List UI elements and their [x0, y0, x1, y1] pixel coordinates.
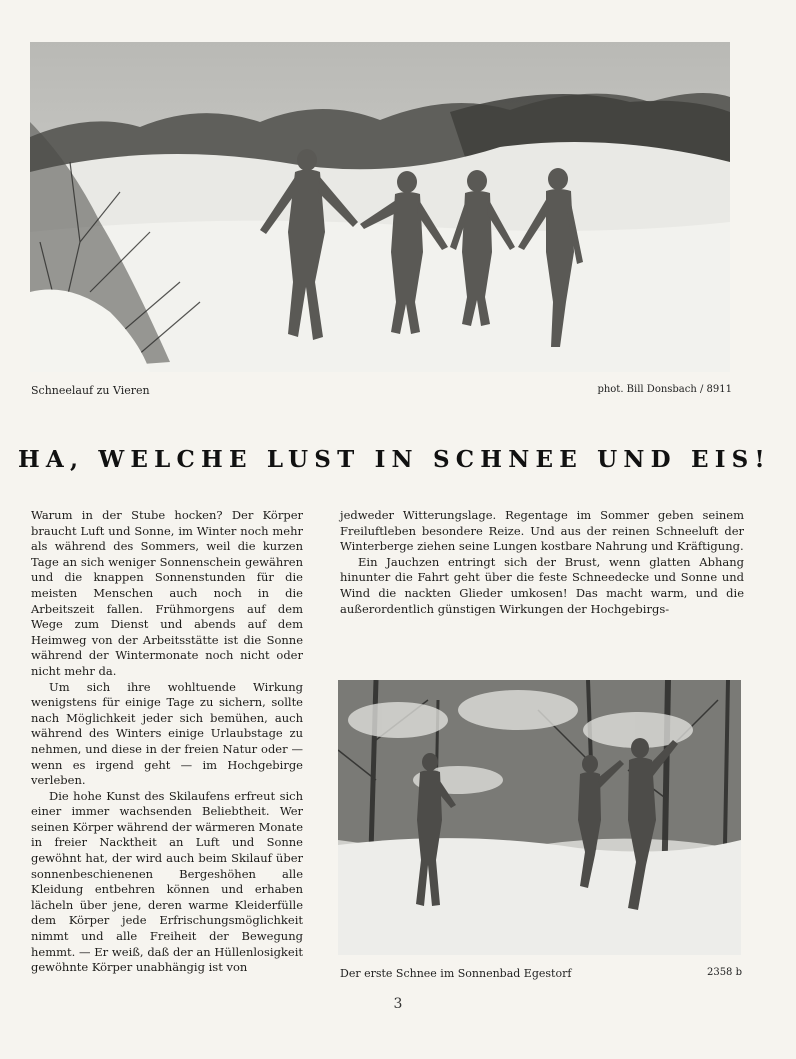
- article-column-right: [340, 508, 744, 617]
- photo-top-credit: phot. Bill Donsbach / 8911: [597, 384, 732, 395]
- left-paragraph-3: Die hohe Kunst des Skilaufens erfreut sich einer immer wachsenden Beliebtheit. Wer seinen Körper während der wärmeren Monate in freier Nacktheit an Luft und Sonne gewöhnt hat, der wird auch beim Skilauf über sonnenbeschienenen Bergeshöhen alle Kleidung entbehren können und erhaben lächeln über jene, deren warme Kleiderfülle dem Körper jede Erfrischungsmöglichkeit nimmt und alle Freiheit der Bewegung hemmt. — Er weiß, daß der an Hüllenlosigkeit gewöhnte Körper unabhängig ist von: [31, 788, 303, 975]
- right-paragraph-2: Ein Jauchzen entringt sich der Brust, wenn glatten Abhang hinunter die Fahrt geht über die feste Schneedecke und Sonne und Wind die nackten Glieder umkosen! Das macht warm, und die außerordentlich günstigen Wirkungen der Hochgebirgs-: [340, 554, 744, 616]
- photo-bottom-caption: Der erste Schnee im Sonnenbad Egestorf: [340, 967, 572, 980]
- left-paragraph-1: Warum in der Stube hocken? Der Körper braucht Luft und Sonne, im Winter noch mehr als während des Sommers, weil die kurzen Tage an sich weniger Sonnenschein gewähren und die knappen Sonnenstunden für die meisten Menschen auch noch in die Arbeitszeit fallen. Frühmorgens auf dem Wege zum Dienst und abends auf dem Heimweg von der Arbeitsstätte ist die Sonne während der Wintermonate noch nicht oder nicht mehr da.: [31, 508, 303, 678]
- photo-bottom-credit: 2358 b: [706, 967, 742, 978]
- article-headline: HA, WELCHE LUST IN SCHNEE UND EIS!: [18, 446, 771, 473]
- right-paragraph-1: jedweder Witterungslage. Regentage im Sommer geben seinem Freiluftleben besondere Reize. Und aus der reinen Schneeluft der Winterberge ziehen seine Lungen kostbare Nahrung und Kräftigung.: [340, 508, 744, 554]
- photo-first-snow: [338, 680, 741, 955]
- page-number: 3: [393, 996, 403, 1012]
- photo-first-snow-graphic: [338, 680, 741, 955]
- photo-snow-run-graphic: [30, 42, 730, 372]
- left-paragraph-2: Um sich ihre wohltuende Wirkung wenigstens für einige Tage zu sichern, sollte nach Möglichkeit jeder sich bemühen, auch während des Winters einige Urlaubstage zu nehmen, und diese in der freien Natur oder — wenn es irgend geht — im Hochgebirge verleben.: [31, 679, 303, 788]
- photo-snow-run: [30, 42, 730, 372]
- article-column-left: [31, 508, 303, 976]
- photo-top-caption: Schneelauf zu Vieren: [31, 384, 150, 397]
